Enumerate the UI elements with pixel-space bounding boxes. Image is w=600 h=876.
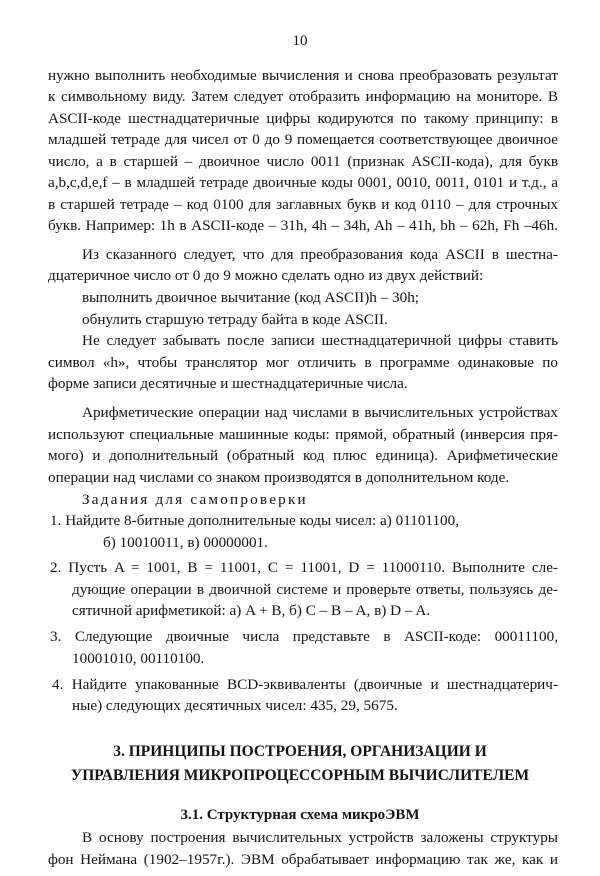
page-number: 10 xyxy=(292,33,308,49)
exercise-item: дующие операции в двоичной системе и проверьте ответы, пользуясь де- xyxy=(72,581,558,598)
text-line: обнулить старшую тетраду байта в коде ASCII. xyxy=(82,311,388,328)
text-line: a,b,c,d,e,f – в младшей тетраде двоичные коды 0001, 0010, 0011, 0101 и т.д., а xyxy=(48,174,558,191)
text-line: фон Неймана (1902–1957г.). ЭВМ обрабатывает информацию так же, как и xyxy=(48,851,558,868)
text-line: дцатеричное число от 0 до 9 можно сделать одно из двух действий: xyxy=(48,267,484,284)
text-line: Арифметические операции над числами в вычислительных устройствах xyxy=(82,404,558,421)
exercises-heading: Задания для самопроверки xyxy=(82,491,308,508)
text-line: В основу построения вычислительных устройств заложены структуры xyxy=(82,829,558,846)
exercise-item: 4. Найдите упакованные BCD-эквиваленты (двоичные и шестнадцатерич- xyxy=(52,676,558,693)
text-line: к символьному виду. Затем следует отобразить информацию на мониторе. В xyxy=(48,88,558,105)
text-line: Из сказанного следует, что для преобразования кода ASCII в шестна- xyxy=(82,246,558,263)
text-line: выполнить двоичное вычитание (код ASCII)h – 30h; xyxy=(82,289,420,306)
exercise-item: ные) следующих десятичных чисел: 435, 29, 5675. xyxy=(72,697,398,714)
text-line: ASCII-коде шестнадцатеричные цифры кодируются по такому принципу: в xyxy=(48,110,558,127)
section-heading: 3.1. Структурная схема микроЭВМ xyxy=(180,807,420,823)
text-line: младшей тетраде для чисел от 0 до 9 помещается соответствующее двоичное xyxy=(48,131,558,148)
text-line: нужно выполнить необходимые вычисления и снова преобразовать результат xyxy=(48,67,558,84)
exercise-item: 3. Следующие двоичные числа представьте в ASCII-коде: 00011100, xyxy=(50,628,558,645)
chapter-heading: УПРАВЛЕНИЯ МИКРОПРОЦЕССОРНЫМ ВЫЧИСЛИТЕЛЕМ xyxy=(70,767,530,784)
text-line: используют специальные машинные коды: прямой, обратный (инверсия пря- xyxy=(48,426,558,443)
exercise-item: 10001010, 00110100. xyxy=(72,650,205,667)
exercise-item: сятичной арифметикой: а) A + B, б) C – B – A, в) D – A. xyxy=(72,602,431,619)
exercise-item: 1. Найдите 8-битные дополнительные коды чисел: a) 01101100, xyxy=(50,512,460,529)
text-line: форме записи десятичные и шестнадцатеричные числа. xyxy=(48,375,408,392)
text-line: в старшей тетраде – код 0100 для заглавных букв и код 0110 – для строчных xyxy=(48,196,558,213)
text-line: Не следует забывать после записи шестнадцатеричной цифры ставить xyxy=(82,332,558,349)
text-line: символ «h», чтобы транслятор мог отличить в программе одинаковые по xyxy=(48,354,558,371)
exercise-item: 2. Пусть A = 1001, B = 11001, C = 11001, D = 11000110. Выполните сле- xyxy=(50,559,558,576)
text-line: мого) и дополнительный (обратный код плюс единица). Арифметические xyxy=(48,447,558,464)
text-line: число, а в старшей – двоичное число 0011 (признак ASCII-кода), для букв xyxy=(48,153,558,170)
exercise-item: б) 10010011, в) 00000001. xyxy=(103,534,268,551)
chapter-heading: 3. ПРИНЦИПЫ ПОСТРОЕНИЯ, ОРГАНИЗАЦИИ И xyxy=(113,743,487,760)
text-line: букв. Например: 1h в ASCII-коде – 31h, 4h – 34h, Ah – 41h, bh – 62h, Fh –46h. xyxy=(48,217,558,234)
text-line: операции над числами со знаком производятся в дополнительном коде. xyxy=(48,469,510,486)
